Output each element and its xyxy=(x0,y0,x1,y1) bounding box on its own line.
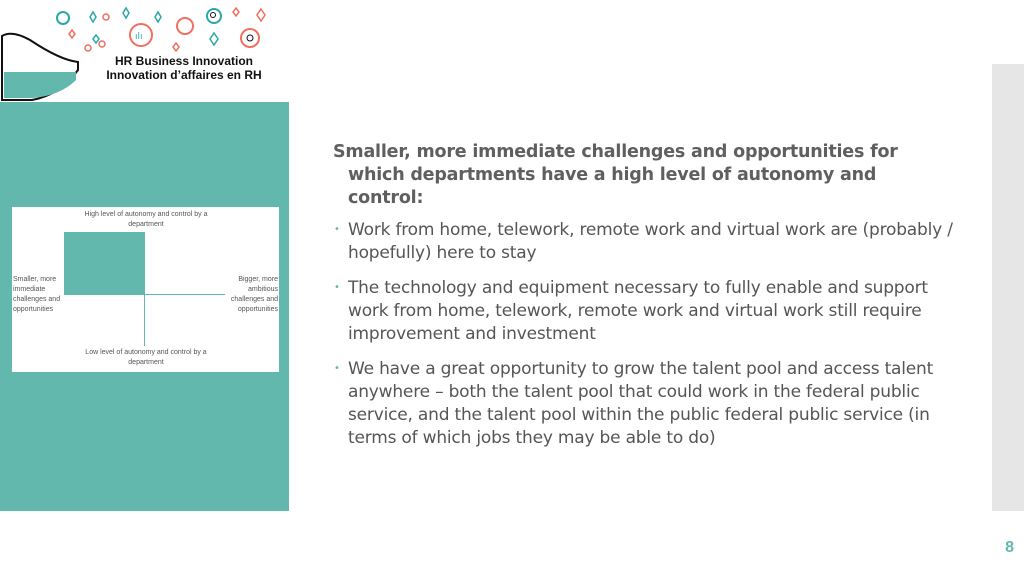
slide-content xyxy=(333,141,953,462)
circle-icon xyxy=(177,18,193,34)
svg-text:ılı: ılı xyxy=(135,32,143,42)
bullet-text: The technology and equipment necessary to fully enable and support work from home, telework, remote work and virtual work still require improvement and investment xyxy=(348,278,928,344)
sparkle-icon xyxy=(257,9,265,21)
quadrant-diagram xyxy=(12,207,279,372)
sparkle-icon xyxy=(93,35,99,43)
circle-icon xyxy=(85,45,91,51)
sparkle-icon xyxy=(173,43,179,51)
search-icon xyxy=(207,9,221,23)
gear-icon xyxy=(241,29,259,47)
circle-icon xyxy=(103,14,109,20)
bullet-text: We have a great opportunity to grow the talent pool and access talent anywhere – both the talent pool that could work in the federal public service, and the talent pool within the public federal public service (in terms of which jobs they may be able to do) xyxy=(348,359,934,448)
sparkle-icon xyxy=(233,8,239,16)
sparkle-icon xyxy=(69,30,75,38)
sparkle-icon xyxy=(155,12,161,22)
logo-graphic xyxy=(0,0,290,102)
bullet-item xyxy=(333,277,953,346)
quadrant-vertical-axis xyxy=(144,232,145,346)
sparkle-icon xyxy=(90,12,96,22)
bullet-text: Work from home, telework, remote work and virtual work are (probably / hopefully) here to stay xyxy=(348,220,953,263)
page-number: 8 xyxy=(1005,539,1014,556)
bullet-icon: • xyxy=(334,224,340,235)
bullet-icon: • xyxy=(334,363,340,374)
logo-subtitle: Innovation d’affaires en RH xyxy=(106,68,262,82)
bullet-item xyxy=(333,358,953,450)
quadrant-bottom-label: Low level of autonomy and control by a department xyxy=(85,349,207,366)
bullet-icon: • xyxy=(334,282,340,293)
bullet-list xyxy=(333,219,953,450)
logo xyxy=(0,0,290,102)
sparkle-icon xyxy=(210,33,218,45)
quadrant-right-label: Bigger, more ambitious challenges and opportunities xyxy=(230,276,278,313)
sparkle-icon xyxy=(123,8,129,18)
right-sidebar xyxy=(992,64,1024,511)
circle-icon xyxy=(99,41,105,47)
logo-title: HR Business Innovation xyxy=(114,54,254,68)
quadrant-horizontal-axis xyxy=(65,294,225,295)
beaker-icon xyxy=(2,34,78,100)
circle-icon xyxy=(57,12,69,24)
quadrant-left-label: Smaller, more immediate challenges and opportunities xyxy=(13,276,61,313)
quadrant-top-label: High level of autonomy and control by a department xyxy=(84,211,208,228)
quadrant-highlight xyxy=(64,232,145,295)
slide-heading: Smaller, more immediate challenges and opportunities for which departments have a high level of autonomy and control: xyxy=(333,142,898,208)
bullet-item xyxy=(333,219,953,265)
